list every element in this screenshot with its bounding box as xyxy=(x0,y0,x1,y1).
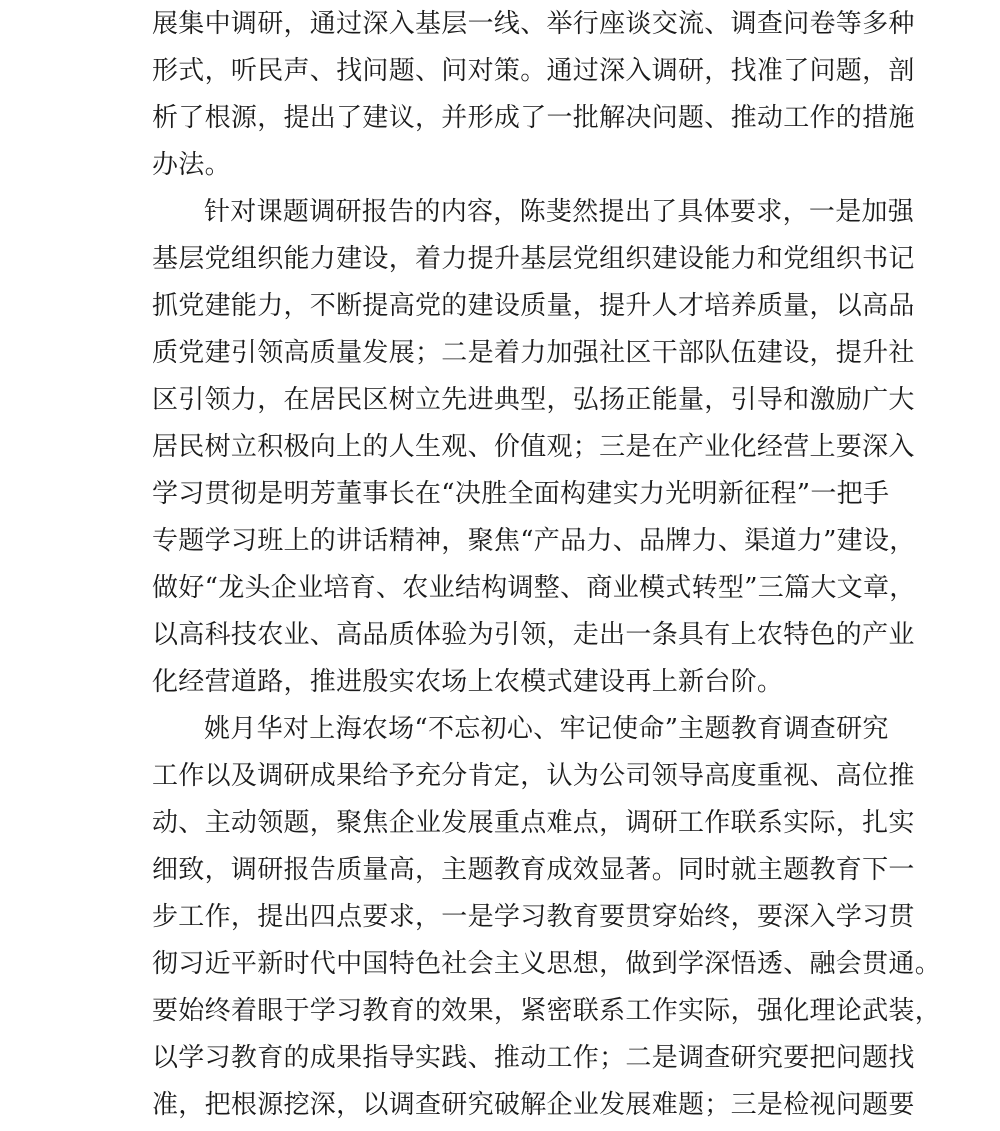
text-line: 学习贯彻是明芳董事长在“决胜全面构建实力光明新征程”一把手 xyxy=(152,479,890,509)
text-line: 区引领力，在居民区树立先进典型，弘扬正能量，引导和激励广大 xyxy=(152,385,915,415)
text-line: 展集中调研，通过深入基层一线、举行座谈交流、调查问卷等多种 xyxy=(152,9,915,39)
text-line: 办法。 xyxy=(152,150,231,180)
text-line: 抓党建能力，不断提高党的建设质量，提升人才培养质量，以高品 xyxy=(152,291,915,321)
text-line: 以高科技农业、高品质体验为引领，走出一条具有上农特色的产业 xyxy=(152,620,915,650)
text-line: 做好“龙头企业培育、农业结构调整、商业模式转型”三篇大文章， xyxy=(152,573,916,603)
text-line: 步工作，提出四点要求，一是学习教育要贯穿始终，要深入学习贯 xyxy=(152,902,915,932)
text-line: 工作以及调研成果给予充分肯定，认为公司领导高度重视、高位推 xyxy=(152,761,915,791)
text-line: 细致，调研报告质量高，主题教育成效显著。同时就主题教育下一 xyxy=(152,855,915,885)
text-line: 专题学习班上的讲话精神，聚焦“产品力、品牌力、渠道力”建设， xyxy=(152,526,916,556)
text-line: 准，把根源挖深，以调查研究破解企业发展难题；三是检视问题要 xyxy=(152,1090,915,1120)
text-line: 化经营道路，推进殷实农场上农模式建设再上新台阶。 xyxy=(152,667,784,697)
text-line: 彻习近平新时代中国特色社会主义思想，做到学深悟透、融会贯通。 xyxy=(152,949,942,979)
paragraph-first-line: 针对课题调研报告的内容，陈斐然提出了具体要求，一是加强 xyxy=(204,197,915,227)
text-line: 质党建引领高质量发展；二是着力加强社区干部队伍建设，提升社 xyxy=(152,338,915,368)
text-line: 形式，听民声、找问题、问对策。通过深入调研，找准了问题，剖 xyxy=(152,56,915,86)
paragraph-first-line: 姚月华对上海农场“不忘初心、牢记使命”主题教育调查研究 xyxy=(204,714,889,744)
text-line: 动、主动领题，聚焦企业发展重点难点，调研工作联系实际，扎实 xyxy=(152,808,915,838)
text-line: 居民树立积极向上的人生观、价值观；三是在产业化经营上要深入 xyxy=(152,432,915,462)
text-line: 析了根源，提出了建议，并形成了一批解决问题、推动工作的措施 xyxy=(152,103,915,133)
text-line: 要始终着眼于学习教育的效果，紧密联系工作实际，强化理论武装， xyxy=(152,996,942,1026)
text-line: 以学习教育的成果指导实践、推动工作；二是调查研究要把问题找 xyxy=(152,1043,915,1073)
text-line: 基层党组织能力建设，着力提升基层党组织建设能力和党组织书记 xyxy=(152,244,915,274)
